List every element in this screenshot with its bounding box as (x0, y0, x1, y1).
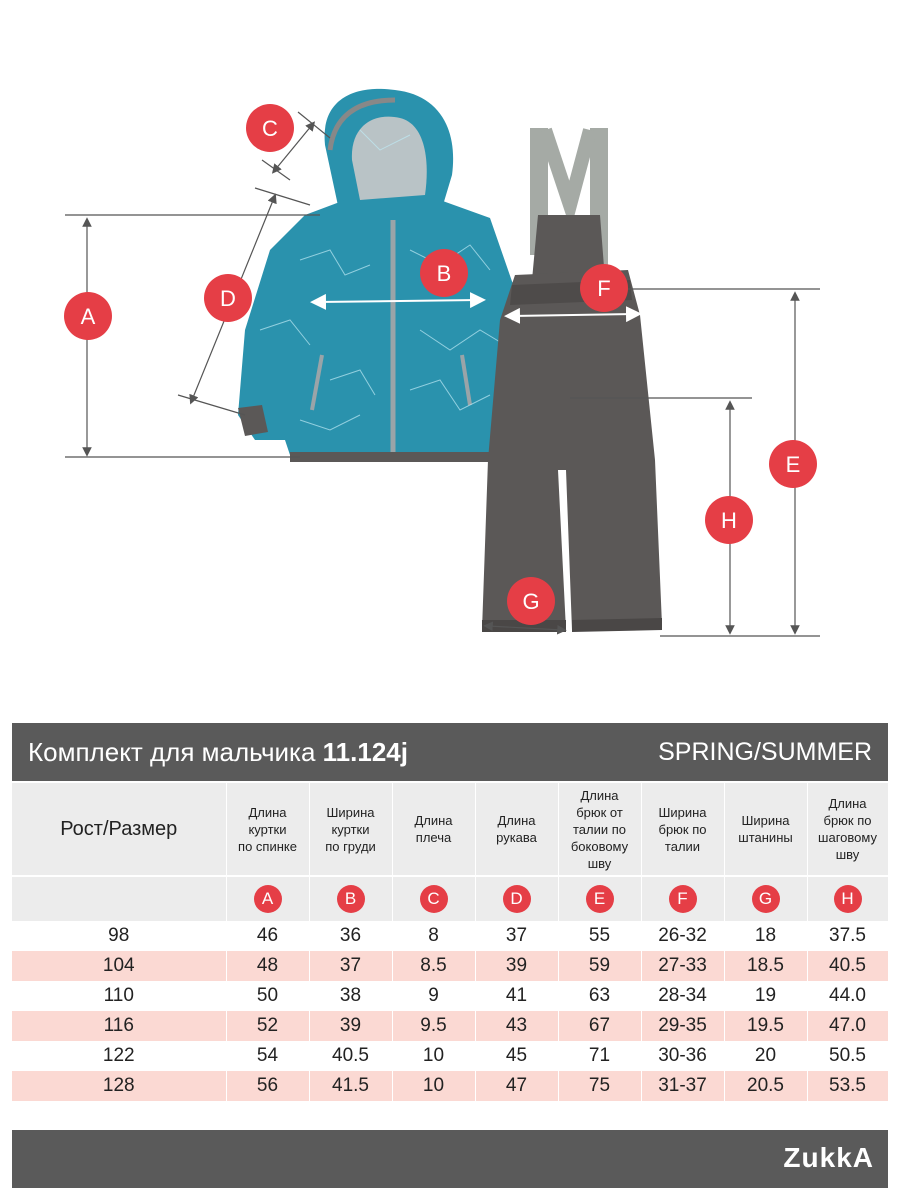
measurement-cell: 45 (475, 1041, 558, 1071)
table-row (12, 951, 888, 981)
column-header-line: шаговому (818, 830, 877, 845)
marker-h (705, 496, 753, 544)
measurement-cell: 18 (724, 921, 807, 951)
column-header-line: Длина (248, 804, 287, 820)
column-header-line: куртки (331, 821, 370, 837)
marker-c (246, 104, 294, 152)
marker-g (507, 577, 555, 625)
marker-badge-c: C (420, 885, 448, 913)
measurement-cell: 54 (226, 1041, 309, 1071)
column-header-line: Длина (414, 813, 453, 828)
marker-cell-e (558, 876, 641, 921)
marker-badge-g: G (752, 885, 780, 913)
measurement-cell: 9.5 (392, 1011, 475, 1041)
column-header-line: куртки (248, 821, 287, 837)
svg-text:B: B (436, 261, 452, 286)
marker-b (420, 249, 468, 297)
measurement-cell: 39 (475, 951, 558, 981)
column-header-g (724, 783, 807, 876)
measurement-cell: 55 (558, 921, 641, 951)
column-markers-row (12, 876, 888, 921)
measurement-cell: 19 (724, 981, 807, 1011)
measurement-cell: 50 (226, 981, 309, 1011)
measurement-cell: 29-35 (641, 1011, 724, 1041)
table-row (12, 1041, 888, 1071)
measurement-cell: 56 (226, 1071, 309, 1101)
marker-cell-b (309, 876, 392, 921)
marker-cell-h (807, 876, 888, 921)
marker-cell-blank (12, 876, 226, 921)
pants-drawing (482, 128, 662, 632)
marker-cell-g (724, 876, 807, 921)
column-header-line: талии по (572, 821, 627, 837)
svg-text:C: C (262, 116, 278, 141)
marker-badge-e: E (586, 885, 614, 913)
measurement-cell: 41.5 (309, 1071, 392, 1101)
marker-cell-a (226, 876, 309, 921)
measurement-cell: 46 (226, 921, 309, 951)
marker-a (64, 292, 112, 340)
measurement-cell: 38 (309, 981, 392, 1011)
size-cell: 122 (12, 1041, 226, 1071)
svg-text:D: D (220, 286, 236, 311)
measurement-cell: 41 (475, 981, 558, 1011)
column-header-a (226, 783, 309, 876)
column-header-line: брюк по (658, 821, 707, 837)
svg-text:G: G (522, 589, 540, 614)
column-header-line: рукава (496, 830, 537, 845)
column-header-line: Длина (580, 787, 619, 803)
measurement-cell: 40.5 (807, 951, 888, 981)
marker-e (769, 440, 817, 488)
measurement-cell: 18.5 (724, 951, 807, 981)
column-header-line: брюк по (823, 813, 872, 828)
measurement-cell: 37.5 (807, 921, 888, 951)
marker-d (204, 274, 252, 322)
measurement-cell: 48 (226, 951, 309, 981)
measurement-cell: 20 (724, 1041, 807, 1071)
column-header-line: шву (835, 847, 860, 862)
measurement-cell: 67 (558, 1011, 641, 1041)
svg-text:A: A (80, 304, 96, 329)
measurement-cell: 27-33 (641, 951, 724, 981)
size-cell: 110 (12, 981, 226, 1011)
column-header-b (309, 783, 392, 876)
column-header-line: Ширина (326, 804, 375, 820)
measurement-cell: 53.5 (807, 1071, 888, 1101)
column-header-f (641, 783, 724, 876)
column-header-line: Ширина (658, 804, 707, 820)
measurement-cell: 71 (558, 1041, 641, 1071)
marker-badge-f: F (669, 885, 697, 913)
size-table-body (12, 921, 888, 1101)
size-cell: 104 (12, 951, 226, 981)
column-header-c (392, 783, 475, 876)
measurement-cell: 43 (475, 1011, 558, 1041)
marker-f (580, 264, 628, 312)
column-header-h (807, 783, 888, 876)
column-header-line: брюк от (576, 804, 623, 820)
table-row (12, 981, 888, 1011)
footer-bar (12, 1130, 888, 1188)
column-header-line: по спинке (238, 838, 297, 854)
product-title (28, 737, 408, 768)
measurement-cell: 37 (475, 921, 558, 951)
brand-logo: ZukkA (783, 1142, 874, 1173)
measurement-cell: 47 (475, 1071, 558, 1101)
table-row (12, 1011, 888, 1041)
table-row (12, 1071, 888, 1101)
measurement-cell: 47.0 (807, 1011, 888, 1041)
column-header-line: Длина (828, 796, 867, 811)
svg-text:E: E (785, 452, 801, 477)
measurement-cell: 31-37 (641, 1071, 724, 1101)
measurement-cell: 44.0 (807, 981, 888, 1011)
svg-text:F: F (597, 276, 611, 301)
measurement-cell: 20.5 (724, 1071, 807, 1101)
size-table (12, 783, 889, 1101)
season-label: SPRING/SUMMER (658, 737, 872, 766)
column-header-line: по груди (325, 838, 376, 854)
marker-badge-d: D (503, 885, 531, 913)
measurement-cell: 63 (558, 981, 641, 1011)
svg-text:H: H (721, 508, 737, 533)
size-cell: 116 (12, 1011, 226, 1041)
measurement-cell: 36 (309, 921, 392, 951)
table-row (12, 921, 888, 951)
measurement-cell: 52 (226, 1011, 309, 1041)
measurement-cell: 50.5 (807, 1041, 888, 1071)
measurement-cell: 26-32 (641, 921, 724, 951)
column-labels-row (12, 783, 888, 876)
measurement-cell: 8.5 (392, 951, 475, 981)
measurement-cell: 28-34 (641, 981, 724, 1011)
column-header-line: Ширина (741, 813, 790, 828)
measurement-cell: 10 (392, 1041, 475, 1071)
size-column-header: Рост/Размер (12, 783, 226, 876)
column-header-line: шву (587, 855, 612, 871)
column-header-line: боковому (570, 838, 629, 854)
column-header-e (558, 783, 641, 876)
measurement-cell: 59 (558, 951, 641, 981)
column-header-line: талии (664, 838, 701, 854)
marker-cell-d (475, 876, 558, 921)
measurement-cell: 10 (392, 1071, 475, 1101)
column-header-line: Длина (497, 813, 536, 828)
column-header-d (475, 783, 558, 876)
marker-cell-c (392, 876, 475, 921)
marker-badge-a: A (254, 885, 282, 913)
marker-badge-b: B (337, 885, 365, 913)
model-number: 11.124j (322, 736, 408, 767)
column-header-line: штанины (738, 830, 793, 845)
marker-cell-f (641, 876, 724, 921)
measurement-cell: 37 (309, 951, 392, 981)
measurement-cell: 39 (309, 1011, 392, 1041)
measurement-cell: 75 (558, 1071, 641, 1101)
size-cell: 128 (12, 1071, 226, 1101)
column-header-line: плеча (415, 830, 452, 845)
measurement-cell: 19.5 (724, 1011, 807, 1041)
size-cell: 98 (12, 921, 226, 951)
measurement-cell: 30-36 (641, 1041, 724, 1071)
measurement-cell: 40.5 (309, 1041, 392, 1071)
marker-badge-h: H (834, 885, 862, 913)
title-prefix: Комплект для мальчика (28, 736, 316, 767)
measurement-cell: 8 (392, 921, 475, 951)
table-header-bar (12, 723, 888, 781)
measurement-cell: 9 (392, 981, 475, 1011)
